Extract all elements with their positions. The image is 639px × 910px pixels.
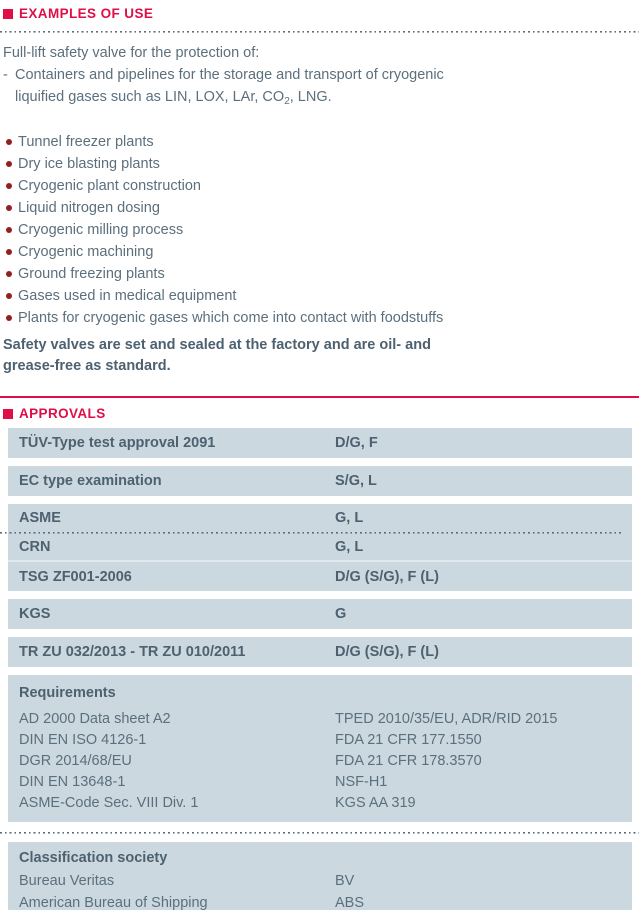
list-item (0, 175, 639, 197)
requirement-item: TPED 2010/35/EU, ADR/RID 2015 (335, 711, 558, 727)
row-label: TÜV-Type test approval 2091 (19, 435, 216, 451)
requirement-item: KGS AA 319 (335, 795, 416, 811)
bullet-icon (6, 205, 12, 211)
bullet-list (0, 131, 639, 329)
dash-list-item (3, 64, 639, 108)
row-value: D/G, F (335, 435, 378, 451)
red-rule (0, 396, 639, 398)
classification-label: Bureau Veritas (19, 873, 115, 889)
classification-title: Classification society (19, 850, 168, 866)
row-value: D/G (S/G), F (L) (335, 568, 439, 585)
co2-subscript: 2 (284, 96, 290, 107)
bullet-icon (6, 293, 12, 299)
classification-value: ABS (335, 895, 365, 910)
row-label: EC type examination (19, 473, 162, 489)
bullet-icon (6, 183, 12, 189)
bullet-icon (6, 271, 12, 277)
dash-item-text (15, 64, 444, 108)
dash-glyph: - (3, 67, 8, 83)
list-item (0, 219, 639, 241)
table-row (8, 428, 632, 458)
requirement-item: FDA 21 CFR 177.1550 (335, 732, 482, 748)
note-line1: Safety valves are set and sealed at the factory and are oil- and (3, 337, 431, 353)
requirement-item: DGR 2014/68/EU (19, 753, 132, 769)
row-value: S/G, L (335, 473, 377, 489)
list-item (0, 307, 639, 329)
table-row (8, 562, 632, 591)
requirement-item: ASME-Code Sec. VIII Div. 1 (19, 795, 199, 811)
list-item-label: Dry ice blasting plants (18, 156, 160, 172)
list-item-label: Cryogenic plant construction (18, 178, 201, 194)
list-item-label: Plants for cryogenic gases which come into contact with foodstuffs (18, 310, 444, 326)
row-value: G (335, 606, 347, 622)
bullet-icon (6, 139, 12, 145)
row-value: D/G (S/G), F (L) (335, 644, 439, 660)
table-row (8, 534, 632, 560)
table-row (8, 466, 632, 496)
section-marker-icon (3, 409, 13, 419)
row-value: G, L (335, 539, 364, 555)
list-item-label: Tunnel freezer plants (18, 134, 154, 150)
section-marker-icon (3, 9, 13, 19)
dash-item-line2-end: , LNG. (289, 89, 332, 105)
requirement-item: AD 2000 Data sheet A2 (19, 711, 171, 727)
section-header-examples-of-use (0, 0, 639, 21)
section-title: EXAMPLES OF USE (19, 6, 154, 21)
requirement-item: DIN EN 13648-1 (19, 774, 126, 790)
bullet-icon (6, 249, 12, 255)
classification-row (19, 892, 632, 910)
section-header-approvals (0, 406, 639, 421)
classification-row (19, 870, 632, 892)
requirement-item: DIN EN ISO 4126-1 (19, 732, 147, 748)
classification-block (8, 842, 632, 910)
requirements-right-column (335, 709, 557, 814)
table-row (8, 504, 632, 532)
requirements-columns (19, 709, 632, 814)
factory-note-paragraph (3, 335, 639, 377)
intro-paragraph: Full-lift safety valve for the protection of: (3, 45, 260, 61)
list-item (0, 285, 639, 307)
classification-label: American Bureau of Shipping (19, 895, 208, 910)
row-label: CRN (19, 539, 51, 555)
list-item-label: Ground freezing plants (18, 266, 165, 282)
list-item-label: Cryogenic machining (18, 244, 154, 260)
dotted-rule (0, 31, 639, 33)
requirement-item: FDA 21 CFR 178.3570 (335, 753, 482, 769)
row-value: G, L (335, 510, 364, 526)
bullet-icon (6, 315, 12, 321)
dash-item-line2: liquified gases such as LIN, LOX, LAr, CO (15, 89, 285, 105)
list-item-label: Liquid nitrogen dosing (18, 200, 160, 216)
dash-item-line1: Containers and pipelines for the storage and transport of cryogenic (15, 67, 444, 83)
requirements-left-column (19, 709, 335, 814)
bullet-icon (6, 161, 12, 167)
approvals-table (0, 428, 639, 910)
list-item (0, 263, 639, 285)
row-label: TR ZU 032/2013 - TR ZU 010/2011 (19, 644, 246, 660)
list-item-label: Cryogenic milling process (18, 222, 184, 238)
row-label: ASME (19, 510, 61, 526)
table-row-group (8, 504, 632, 591)
classification-rows (19, 870, 632, 910)
requirements-title: Requirements (19, 685, 116, 701)
bullet-icon (6, 227, 12, 233)
note-line2: grease-free as standard. (3, 358, 171, 374)
row-label: KGS (19, 606, 51, 622)
row-label: TSG ZF001-2006 (19, 568, 132, 585)
list-item (0, 153, 639, 175)
list-item (0, 241, 639, 263)
section-title: APPROVALS (19, 406, 106, 421)
requirement-item: NSF-H1 (335, 774, 388, 790)
table-row (8, 637, 632, 667)
list-item (0, 197, 639, 219)
list-item-label: Gases used in medical equipment (18, 288, 237, 304)
dotted-rule (0, 832, 639, 834)
requirements-block (8, 675, 632, 822)
table-row (8, 599, 632, 629)
list-item (0, 131, 639, 153)
classification-value: BV (335, 873, 355, 889)
